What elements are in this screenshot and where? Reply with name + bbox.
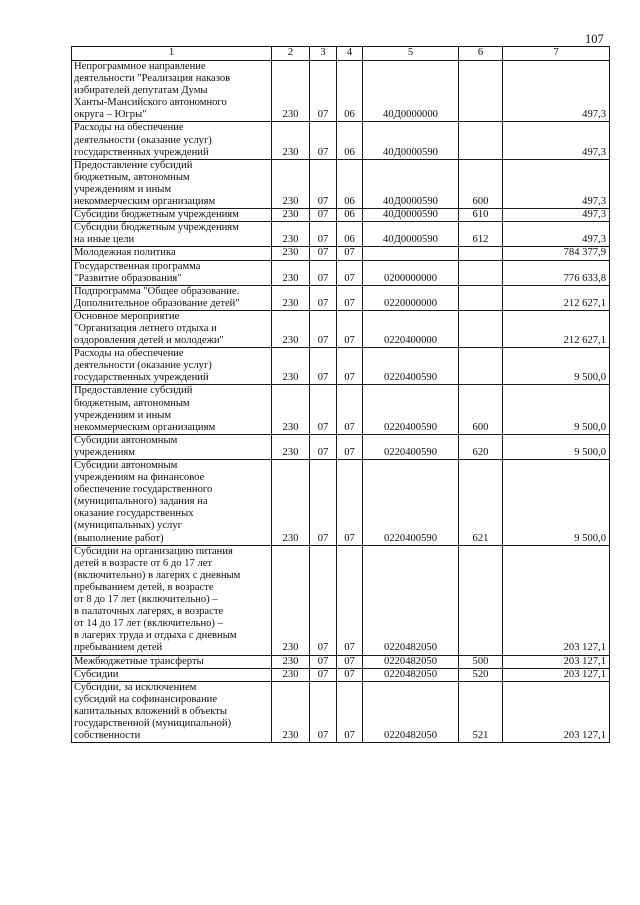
row-amount: 203 127,1 (503, 545, 610, 655)
row-admin-code: 230 (272, 159, 310, 208)
row-expense-code (459, 260, 503, 285)
row-section-code: 07 (310, 545, 337, 655)
row-admin-code: 230 (272, 61, 310, 122)
table-row (72, 668, 610, 681)
row-expense-code: 610 (459, 209, 503, 222)
row-target-code: 40Д0000590 (363, 209, 459, 222)
row-section-code: 07 (310, 460, 337, 546)
row-section-code: 07 (310, 310, 337, 347)
row-expense-code: 521 (459, 681, 503, 742)
row-amount: 9 500,0 (503, 460, 610, 546)
table-row (72, 61, 610, 122)
row-target-code: 0220482050 (363, 545, 459, 655)
row-admin-code: 230 (272, 260, 310, 285)
row-section-code: 07 (310, 159, 337, 208)
row-target-code: 0220482050 (363, 681, 459, 742)
row-subsection-code: 06 (337, 61, 363, 122)
row-amount: 497,3 (503, 159, 610, 208)
row-target-code: 0220482050 (363, 668, 459, 681)
table-row (72, 222, 610, 247)
row-admin-code: 230 (272, 655, 310, 668)
table-row (72, 209, 610, 222)
row-name: Субсидии автономным учреждениям (72, 434, 272, 459)
table-row (72, 310, 610, 347)
row-section-code: 07 (310, 434, 337, 459)
budget-table (71, 46, 610, 743)
column-header-5: 5 (363, 47, 459, 61)
table-row (72, 260, 610, 285)
row-amount: 497,3 (503, 122, 610, 159)
row-expense-code (459, 545, 503, 655)
row-section-code: 07 (310, 655, 337, 668)
row-expense-code (459, 122, 503, 159)
row-subsection-code: 07 (337, 460, 363, 546)
row-amount: 212 627,1 (503, 285, 610, 310)
row-expense-code: 600 (459, 159, 503, 208)
row-subsection-code: 06 (337, 209, 363, 222)
row-subsection-code: 06 (337, 222, 363, 247)
row-admin-code: 230 (272, 247, 310, 260)
row-expense-code (459, 61, 503, 122)
row-subsection-code: 06 (337, 159, 363, 208)
row-amount: 9 500,0 (503, 385, 610, 434)
row-expense-code: 620 (459, 434, 503, 459)
row-section-code: 07 (310, 222, 337, 247)
column-header-3: 3 (310, 47, 337, 61)
row-expense-code (459, 285, 503, 310)
row-expense-code: 500 (459, 655, 503, 668)
table-row (72, 681, 610, 742)
row-admin-code: 230 (272, 310, 310, 347)
row-subsection-code: 07 (337, 668, 363, 681)
row-admin-code: 230 (272, 460, 310, 546)
row-admin-code: 230 (272, 209, 310, 222)
row-name: Государственная программа "Развитие образования" (72, 260, 272, 285)
row-target-code: 40Д0000590 (363, 159, 459, 208)
row-section-code: 07 (310, 385, 337, 434)
row-amount: 497,3 (503, 61, 610, 122)
row-target-code (363, 247, 459, 260)
table-row (72, 545, 610, 655)
row-admin-code: 230 (272, 681, 310, 742)
table-row (72, 247, 610, 260)
row-section-code: 07 (310, 122, 337, 159)
row-amount: 203 127,1 (503, 681, 610, 742)
row-target-code: 40Д0000000 (363, 61, 459, 122)
row-name: Предоставление субсидий бюджетным, автономным учреждениям и иным некоммерческим организациям (72, 385, 272, 434)
row-name: Субсидии на организацию питания детей в возрасте от 6 до 17 лет (включительно) в лагерях с дневным пребыванием детей, в возрасте от 8 до 17 лет (включительно) – в палаточных лагерях, в возрасте от 14 до 17 лет (включительно) – в лагерях труда и отдыха с дневным пребыванием детей (72, 545, 272, 655)
row-admin-code: 230 (272, 668, 310, 681)
row-expense-code: 612 (459, 222, 503, 247)
row-target-code: 0200000000 (363, 260, 459, 285)
row-target-code: 0220482050 (363, 655, 459, 668)
row-subsection-code: 06 (337, 122, 363, 159)
row-name: Расходы на обеспечение деятельности (оказание услуг) государственных учреждений (72, 348, 272, 385)
column-header-7: 7 (503, 47, 610, 61)
table-row (72, 285, 610, 310)
row-name: Субсидии бюджетным учреждениям (72, 209, 272, 222)
table-row (72, 460, 610, 546)
row-subsection-code: 07 (337, 681, 363, 742)
row-section-code: 07 (310, 285, 337, 310)
row-expense-code (459, 247, 503, 260)
table-body (72, 61, 610, 743)
row-subsection-code: 07 (337, 385, 363, 434)
row-name: Основное мероприятие "Организация летнего отдыха и оздоровления детей и молодежи" (72, 310, 272, 347)
row-target-code: 0220400590 (363, 460, 459, 546)
column-header-6: 6 (459, 47, 503, 61)
row-name: Субсидии (72, 668, 272, 681)
row-target-code: 0220400590 (363, 434, 459, 459)
row-name: Расходы на обеспечение деятельности (оказание услуг) государственных учреждений (72, 122, 272, 159)
table-row (72, 348, 610, 385)
row-target-code: 40Д0000590 (363, 222, 459, 247)
table-header-row (72, 47, 610, 61)
row-name: Субсидии бюджетным учреждениям на иные цели (72, 222, 272, 247)
row-target-code: 0220000000 (363, 285, 459, 310)
row-expense-code: 520 (459, 668, 503, 681)
row-target-code: 0220400000 (363, 310, 459, 347)
row-name: Субсидии автономным учреждениям на финансовое обеспечение государственного (муниципального) задания на оказание государственных (муниципальных) услуг (выполнение работ) (72, 460, 272, 546)
row-name: Предоставление субсидий бюджетным, автономным учреждениям и иным некоммерческим организациям (72, 159, 272, 208)
row-name: Межбюджетные трансферты (72, 655, 272, 668)
row-section-code: 07 (310, 681, 337, 742)
row-admin-code: 230 (272, 222, 310, 247)
table-row (72, 159, 610, 208)
row-admin-code: 230 (272, 434, 310, 459)
row-target-code: 40Д0000590 (363, 122, 459, 159)
row-amount: 203 127,1 (503, 668, 610, 681)
row-amount: 497,3 (503, 222, 610, 247)
row-section-code: 07 (310, 348, 337, 385)
row-admin-code: 230 (272, 122, 310, 159)
row-subsection-code: 07 (337, 247, 363, 260)
row-subsection-code: 07 (337, 285, 363, 310)
row-admin-code: 230 (272, 285, 310, 310)
column-header-1: 1 (72, 47, 272, 61)
row-section-code: 07 (310, 668, 337, 681)
row-expense-code (459, 348, 503, 385)
page-number: 107 (585, 32, 604, 46)
row-name: Субсидии, за исключением субсидий на софинансирование капитальных вложений в объекты государственной (муниципальной) собственности (72, 681, 272, 742)
row-expense-code: 621 (459, 460, 503, 546)
row-section-code: 07 (310, 209, 337, 222)
row-subsection-code: 07 (337, 434, 363, 459)
row-subsection-code: 07 (337, 310, 363, 347)
row-amount: 497,3 (503, 209, 610, 222)
row-target-code: 0220400590 (363, 348, 459, 385)
column-header-2: 2 (272, 47, 310, 61)
row-target-code: 0220400590 (363, 385, 459, 434)
row-subsection-code: 07 (337, 545, 363, 655)
row-name: Подпрограмма "Общее образование. Дополнительное образование детей" (72, 285, 272, 310)
row-expense-code (459, 310, 503, 347)
row-amount: 776 633,8 (503, 260, 610, 285)
table-row (72, 434, 610, 459)
row-section-code: 07 (310, 61, 337, 122)
row-amount: 784 377,9 (503, 247, 610, 260)
row-admin-code: 230 (272, 545, 310, 655)
row-name: Молодежная политика (72, 247, 272, 260)
table-row (72, 385, 610, 434)
row-amount: 212 627,1 (503, 310, 610, 347)
row-subsection-code: 07 (337, 348, 363, 385)
row-expense-code: 600 (459, 385, 503, 434)
row-subsection-code: 07 (337, 655, 363, 668)
row-admin-code: 230 (272, 385, 310, 434)
row-section-code: 07 (310, 247, 337, 260)
row-amount: 203 127,1 (503, 655, 610, 668)
table-row (72, 655, 610, 668)
row-amount: 9 500,0 (503, 434, 610, 459)
row-subsection-code: 07 (337, 260, 363, 285)
row-name: Непрограммное направление деятельности "Реализация наказов избирателей депутатам Думы Ханты-Мансийского автономного округа – Югры" (72, 61, 272, 122)
table-row (72, 122, 610, 159)
row-admin-code: 230 (272, 348, 310, 385)
column-header-4: 4 (337, 47, 363, 61)
row-section-code: 07 (310, 260, 337, 285)
row-amount: 9 500,0 (503, 348, 610, 385)
